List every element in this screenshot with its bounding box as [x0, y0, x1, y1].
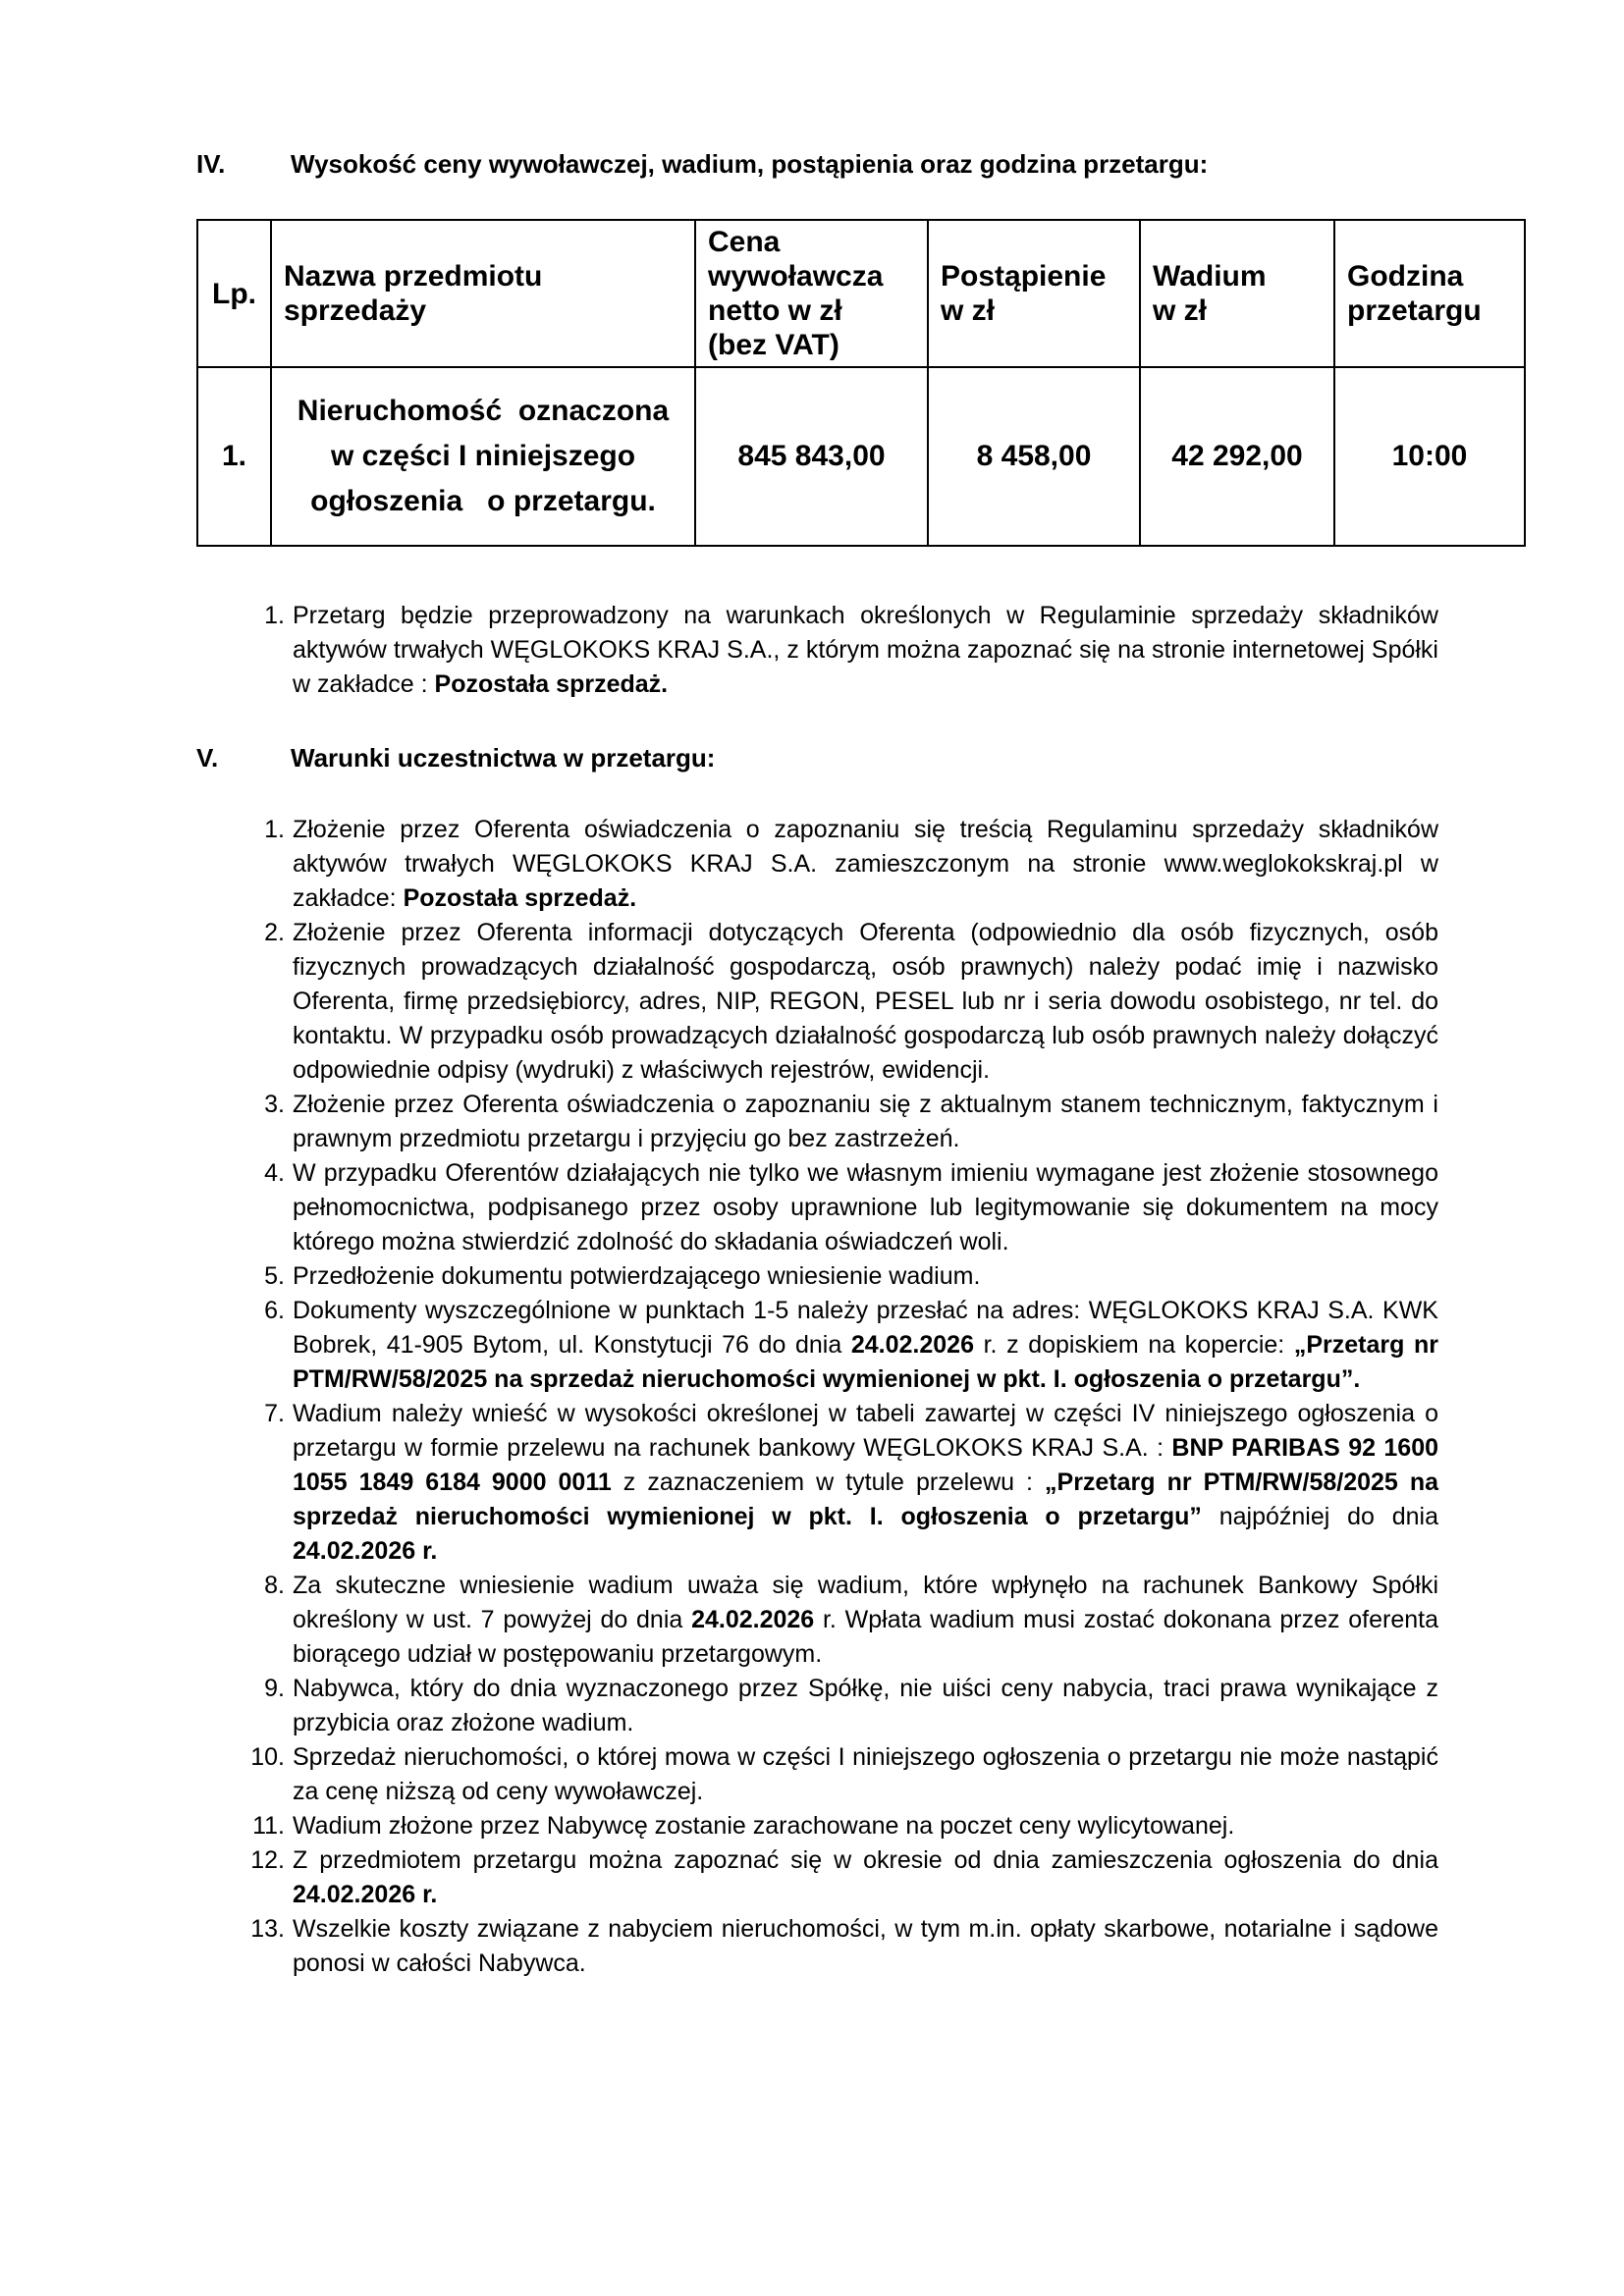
condition-item-10: [250, 1740, 1438, 1809]
table-row: [197, 367, 1525, 546]
condition-item-6-number: 6.: [264, 1297, 285, 1324]
condition-item-9-text: Nabywca, który do dnia wyznaczonego przez Spółkę, nie uiści ceny nabycia, traci prawa wynikające z przybicia oraz złożone wadium.: [293, 1675, 1438, 1736]
section-iv-heading: [196, 147, 1438, 182]
section-v-heading: [196, 741, 1438, 775]
col-header-deposit: Wadium w zł: [1140, 220, 1334, 367]
condition-item-11-text: Wadium złożone przez Nabywcę zostanie zarachowane na poczet ceny wylicytowanej.: [293, 1812, 1235, 1840]
condition-item-1-number: 1.: [264, 816, 285, 843]
section-v-number: V.: [196, 743, 219, 773]
condition-item-9: [264, 1672, 1438, 1740]
condition-item-11: [252, 1809, 1438, 1843]
condition-item-6-text: Dokumenty wyszczególnione w punktach 1-5 należy przesłać na adres: WĘGLOKOKS KRAJ S.A. KWK Bobrek, 41-905 Bytom, ul. Konstytucji 76 do dnia 24.02.2026 r. z dopiskiem na kopercie: „Przetarg nr PTM/RW/58/2025 na sprzedaż nieruchomości wymienionej w pkt. I. ogłoszenia o przetargu”.: [293, 1297, 1438, 1393]
condition-item-12-text: Z przedmiotem przetargu można zapoznać się w okresie od dnia zamieszczenia ogłoszenia do dnia 24.02.2026 r.: [293, 1846, 1438, 1908]
condition-item-1: [264, 813, 1438, 916]
condition-item-9-number: 9.: [264, 1675, 285, 1702]
cell-deposit: 42 292,00: [1140, 367, 1334, 546]
cell-time: 10:00: [1334, 367, 1525, 546]
price-table: [196, 219, 1526, 547]
condition-item-12: [250, 1843, 1438, 1912]
condition-item-4-text: W przypadku Oferentów działających nie tylko we własnym imieniu wymagane jest złożenie stosownego pełnomocnictwa, podpisanego przez osoby uprawnione lub legitymowanie się dokumentem na mocy którego można stwierdzić zdolność do składania oświadczeń woli.: [293, 1159, 1438, 1255]
section-iv-title: Wysokość ceny wywoławczej, wadium, postąpienia oraz godzina przetargu:: [291, 149, 1209, 179]
col-header-time: Godzina przetargu: [1334, 220, 1525, 367]
condition-item-8-text: Za skuteczne wniesienie wadium uważa się wadium, które wpłynęło na rachunek Bankowy Spółki określony w ust. 7 powyżej do dnia 24.02.2026 r. Wpłata wadium musi zostać dokonana przez oferenta biorącego udział w postępowaniu przetargowym.: [293, 1572, 1438, 1668]
condition-item-2: [264, 916, 1438, 1088]
condition-item-13: [250, 1912, 1438, 1981]
condition-item-4-number: 4.: [264, 1159, 285, 1187]
note-item-1: [264, 599, 1438, 702]
condition-item-6: [264, 1294, 1438, 1397]
condition-item-8: [264, 1569, 1438, 1672]
condition-item-4: [264, 1156, 1438, 1259]
cell-lp: 1.: [197, 367, 271, 546]
condition-item-7-number: 7.: [264, 1400, 285, 1427]
table-header-row: [197, 220, 1525, 367]
note-item-1-number: 1.: [264, 602, 285, 629]
condition-item-2-number: 2.: [264, 919, 285, 946]
cell-price: 845 843,00: [695, 367, 928, 546]
conditions-list: [250, 813, 1439, 1981]
condition-item-3-text: Złożenie przez Oferenta oświadczenia o zapoznaniu się z aktualnym stanem technicznym, faktycznym i prawnym przedmiotu przetargu i przyjęciu go bez zastrzeżeń.: [293, 1091, 1438, 1152]
note-item-1-text: Przetarg będzie przeprowadzony na warunkach określonych w Regulaminie sprzedaży składników aktywów trwałych WĘGLOKOKS KRAJ S.A., z którym można zapoznać się na stronie internetowej Spółki w zakładce : Pozostała sprzedaż.: [293, 602, 1438, 698]
condition-item-13-number: 13.: [250, 1915, 285, 1943]
col-header-price: Cena wywoławcza netto w zł (bez VAT): [695, 220, 928, 367]
condition-item-3: [264, 1088, 1438, 1156]
condition-item-1-text: Złożenie przez Oferenta oświadczenia o zapoznaniu się treścią Regulaminu sprzedaży składników aktywów trwałych WĘGLOKOKS KRAJ S.A. zamieszczonym na stronie www.weglokokskraj.pl w zakładce: Pozostała sprzedaż.: [293, 816, 1438, 912]
col-header-lp: Lp.: [197, 220, 271, 367]
condition-item-5: [264, 1259, 1438, 1294]
condition-item-5-text: Przedłożenie dokumentu potwierdzającego wniesienie wadium.: [293, 1262, 981, 1290]
cell-name: Nieruchomość oznaczona w części I niniejszego ogłoszenia o przetargu.: [271, 367, 695, 546]
cell-increment: 8 458,00: [928, 367, 1140, 546]
condition-item-12-number: 12.: [250, 1846, 285, 1874]
condition-item-7-text: Wadium należy wnieść w wysokości określonej w tabeli zawartej w części IV niniejszego ogłoszenia o przetargu w formie przelewu na rachunek bankowy WĘGLOKOKS KRAJ S.A. : BNP PARIBAS 92 1600 1055 1849 6184 9000 0011 z zaznaczeniem w tytule przelewu : „Przetarg nr PTM/RW/58/2025 na sprzedaż nieruchomości wymienionej w pkt. I. ogłoszenia o przetargu” najpóźniej do dnia 24.02.2026 r.: [293, 1400, 1439, 1565]
condition-item-11-number: 11.: [252, 1812, 285, 1840]
condition-item-10-number: 10.: [250, 1743, 285, 1771]
section-iv-number: IV.: [196, 149, 226, 179]
condition-item-2-text: Złożenie przez Oferenta informacji dotyczących Oferenta (odpowiednio dla osób fizycznych, osób fizycznych prowadzących działalność gospodarczą, osób prawnych) należy podać imię i nazwisko Oferenta, firmę przedsiębiorcy, adres, NIP, REGON, PESEL lub nr i seria dowodu osobistego, nr tel. do kontaktu. W przypadku osób prowadzących działalność gospodarczą lub osób prawnych należy dołączyć odpowiednie odpisy (wydruki) z właściwych rejestrów, ewidencji.: [293, 919, 1438, 1084]
condition-item-13-text: Wszelkie koszty związane z nabyciem nieruchomości, w tym m.in. opłaty skarbowe, notarialne i sądowe ponosi w całości Nabywca.: [293, 1915, 1438, 1977]
col-header-name: Nazwa przedmiotu sprzedaży: [271, 220, 695, 367]
note-list: [264, 599, 1438, 702]
col-header-increment: Postąpienie w zł: [928, 220, 1140, 367]
condition-item-3-number: 3.: [264, 1091, 285, 1118]
condition-item-10-text: Sprzedaż nieruchomości, o której mowa w części I niniejszego ogłoszenia o przetargu nie może nastąpić za cenę niższą od ceny wywoławczej.: [293, 1743, 1438, 1805]
condition-item-7: [264, 1397, 1439, 1569]
condition-item-5-number: 5.: [264, 1262, 285, 1290]
section-v-title: Warunki uczestnictwa w przetargu:: [291, 743, 716, 773]
condition-item-8-number: 8.: [264, 1572, 285, 1599]
